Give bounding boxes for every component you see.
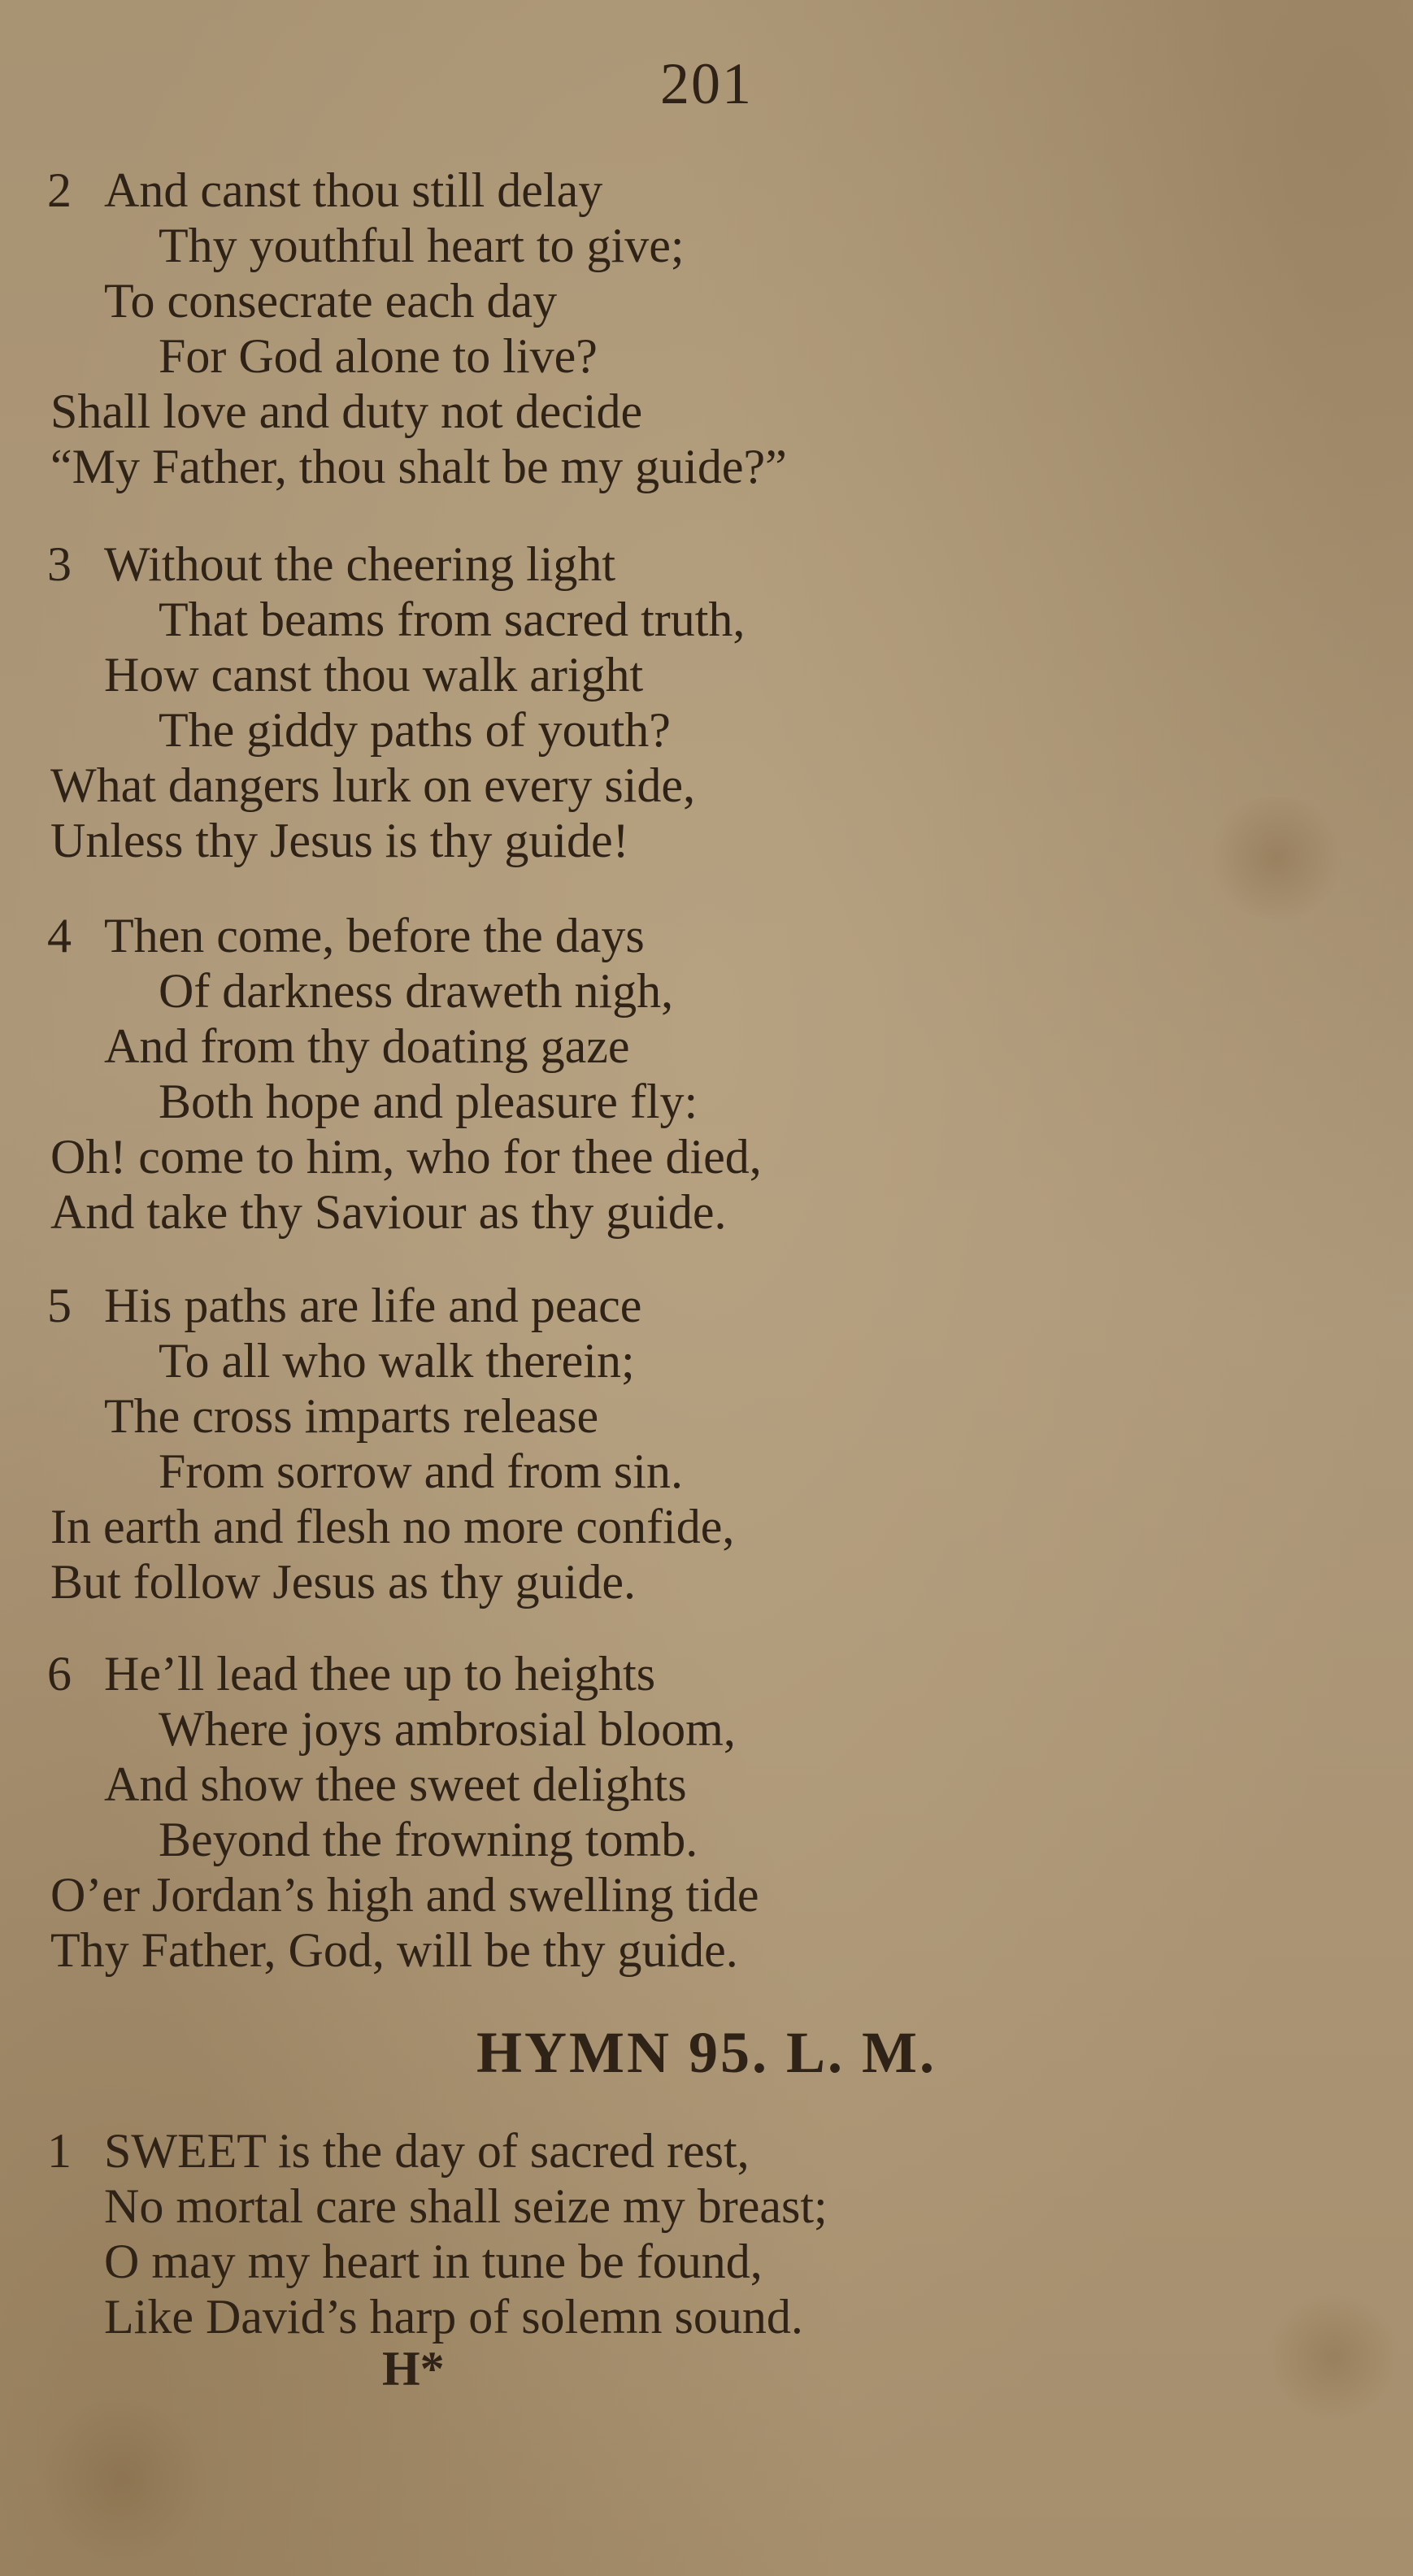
verse-line: How canst thou walk aright xyxy=(104,648,644,702)
stain xyxy=(1268,2292,1398,2422)
verse-line: SWEET is the day of sacred rest, xyxy=(104,2124,750,2178)
stanza-number: 3 xyxy=(47,537,72,591)
verse-line: He’ll lead thee up to heights xyxy=(104,1647,656,1701)
verse-line: For God alone to live? xyxy=(159,329,598,383)
verse-line: No mortal care shall seize my breast; xyxy=(104,2179,828,2233)
verse-line: And show thee sweet delights xyxy=(104,1757,687,1811)
verse-line: “My Father, thou shalt be my guide?” xyxy=(50,440,787,493)
hymn-heading: HYMN 95. L. M. xyxy=(476,2020,937,2085)
verse-line: Like David’s harp of solemn sound. xyxy=(104,2290,803,2344)
verse-line: And canst thou still delay xyxy=(104,163,603,217)
verse-line: Then come, before the days xyxy=(104,909,645,962)
verse-line: And take thy Saviour as thy guide. xyxy=(50,1185,727,1239)
verse-line: From sorrow and from sin. xyxy=(159,1444,683,1498)
verse-line: Both hope and pleasure fly: xyxy=(159,1075,698,1128)
verse-line: Shall love and duty not decide xyxy=(50,384,643,438)
verse-line: What dangers lurk on every side, xyxy=(50,758,696,812)
verse-line: Of darkness draweth nigh, xyxy=(159,964,674,1018)
verse-line: And from thy doating gaze xyxy=(104,1019,630,1073)
stanza-number: 5 xyxy=(47,1279,72,1332)
stanza-number: 2 xyxy=(47,163,72,217)
verse-line: That beams from sacred truth, xyxy=(159,593,746,646)
stanza-number: 1 xyxy=(47,2124,72,2178)
stain xyxy=(33,2398,211,2561)
verse-line: Beyond the frowning tomb. xyxy=(159,1813,698,1866)
verse-line: Oh! come to him, who for thee died, xyxy=(50,1130,762,1184)
verse-line: In earth and flesh no more confide, xyxy=(50,1500,735,1553)
verse-line: O’er Jordan’s high and swelling tide xyxy=(50,1868,759,1922)
verse-line: Where joys ambrosial bloom, xyxy=(159,1702,736,1756)
signature-mark: H* xyxy=(382,2342,445,2396)
verse-line: His paths are life and peace xyxy=(104,1279,642,1332)
verse-line: The cross imparts release xyxy=(104,1389,599,1443)
verse-line: To consecrate each day xyxy=(104,274,558,328)
verse-line: Thy youthful heart to give; xyxy=(159,219,685,272)
page-number: 201 xyxy=(660,51,753,116)
stain xyxy=(1203,797,1350,919)
verse-line: To all who walk therein; xyxy=(159,1334,635,1388)
verse-line: Without the cheering light xyxy=(104,537,616,591)
stanza-number: 4 xyxy=(47,909,72,962)
verse-line: But follow Jesus as thy guide. xyxy=(50,1555,636,1609)
verse-line: O may my heart in tune be found, xyxy=(104,2235,763,2288)
verse-line: The giddy paths of youth? xyxy=(159,703,671,757)
stanza-number: 6 xyxy=(47,1647,72,1701)
verse-line: Thy Father, God, will be thy guide. xyxy=(50,1923,738,1977)
verse-line: Unless thy Jesus is thy guide! xyxy=(50,814,629,867)
